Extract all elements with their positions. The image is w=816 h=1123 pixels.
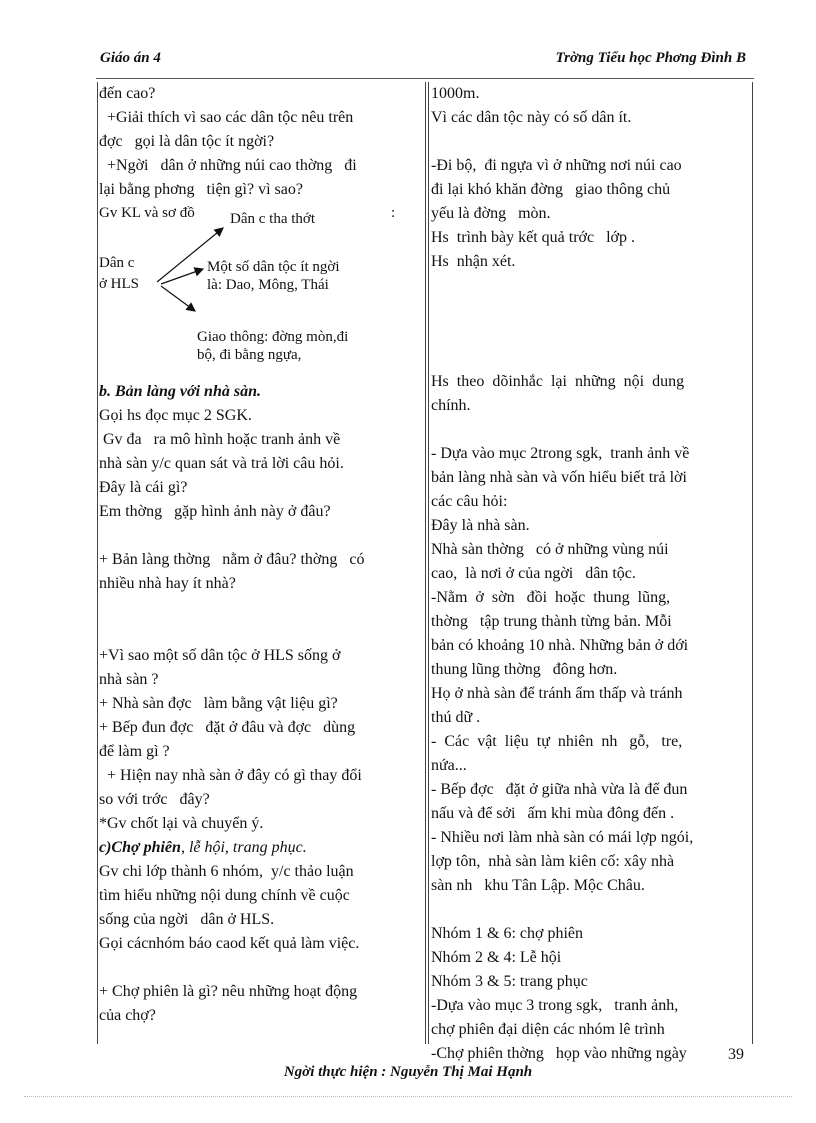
text-line: Vì các dân tộc này có số dân ít. [431, 109, 632, 126]
text-line: Nhóm 2 & 4: Lễ hội [431, 949, 562, 966]
text-line: +Giải thích vì sao các dân tộc nêu trên [99, 109, 354, 126]
text-line: chính. [431, 397, 471, 414]
text-line: nứa... [431, 757, 467, 774]
spacer [99, 620, 419, 644]
text-line: *Gv chốt lại và chuyển ý. [99, 815, 264, 832]
diagram-gv-kl: Gv KL và sơ đồ [99, 205, 195, 221]
text-line: Nhà sàn thờng có ở những vùng núi [431, 541, 669, 558]
concept-diagram [99, 202, 419, 380]
section-heading-c [99, 836, 419, 860]
text-line: Gv đa ra mô hình hoặc tranh ảnh về [99, 431, 341, 448]
text-line: - Bếp đợc đặt ở giữa nhà vừa là để đun [431, 781, 688, 798]
text-line: + Bản làng thờng nằm ở đâu? thờng có [99, 551, 365, 568]
header-title: Giáo án 4 [100, 50, 161, 66]
text-line: Đây là nhà sàn. [431, 517, 530, 534]
diagram-box-ethnic-2: là: Dao, Mông, Thái [207, 277, 329, 293]
spacer [431, 346, 749, 370]
spacer [431, 298, 749, 322]
diagram-box-ethnic-1: Một số dân tộc ít ngời [207, 259, 340, 275]
text-line: -Đi bộ, đi ngựa vì ở những nơi núi cao [431, 157, 682, 174]
text-line: 1000m. [431, 85, 480, 102]
text-line: + Chợ phiên là gì? nêu những hoạt động [99, 983, 358, 1000]
text-line: chợ phiên đại diện các nhóm lê trình [431, 1021, 665, 1038]
teacher-column [99, 82, 419, 1028]
text-line: Em thờng gặp hình ảnh này ở đâu? [99, 503, 331, 520]
spacer [431, 898, 749, 922]
text-line: Gv chi lớp thành 6 nhóm, y/c thảo luận [99, 863, 354, 880]
text-line: lại bằng phơng tiện gì? vì sao? [99, 181, 303, 198]
text-line: để làm gì ? [99, 743, 170, 760]
arrow-mid [161, 269, 203, 284]
text-line: bản có khoảng 10 nhà. Những bản ở dới [431, 637, 689, 654]
text-line: Hs trình bày kết quả trớc lớp . [431, 229, 635, 246]
spacer [99, 524, 419, 548]
diagram-box-transport-2: bộ, đi bằng ngựa, [197, 347, 302, 363]
footer-dotted-rule [24, 1096, 792, 1097]
text-line: +Ngời dân ở những núi cao thờng đi [99, 157, 357, 174]
spacer [99, 956, 419, 980]
text-line: sống của ngời dân ở HLS. [99, 911, 275, 928]
text-line: các câu hỏi: [431, 493, 508, 510]
text-line: Nhóm 3 & 5: trang phục [431, 973, 588, 990]
diagram-colon: : [391, 205, 396, 221]
arrow-down [161, 286, 195, 311]
text-line: bản làng nhà sàn và vốn hiểu biết trả lời [431, 469, 687, 486]
text-line: của chợ? [99, 1007, 156, 1024]
table-border-left [97, 82, 98, 1044]
table-divider-2 [428, 82, 429, 1044]
header-school: Trờng Tiểu học Phơng Đình B [555, 50, 746, 66]
student-column [431, 82, 749, 1066]
spacer [99, 596, 419, 620]
text-line: đợc gọi là dân tộc ít ngời? [99, 133, 275, 150]
text-line: sàn nh khu Tân Lập. Mộc Châu. [431, 877, 645, 894]
table-divider [425, 82, 426, 1044]
text-line: + Hiện nay nhà sàn ở đây có gì thay đổi [99, 767, 362, 784]
text-line: nhiều nhà hay ít nhà? [99, 575, 236, 592]
text-line: thờng tập trung thành từng bản. Mỗi [431, 613, 672, 630]
text-line: Hs theo dõinhắc lại những nội dung [431, 373, 685, 390]
text-line: - Nhiều nơi làm nhà sàn có mái lợp ngói, [431, 829, 694, 846]
text-line: +Vì sao một số dân tộc ở HLS sống ở [99, 647, 341, 664]
page-header [96, 46, 752, 68]
header-rule [96, 78, 754, 79]
text-line: Họ ở nhà sàn để tránh ẩm thấp và tránh [431, 685, 683, 702]
spacer [431, 418, 749, 442]
table-border-right [752, 82, 753, 1044]
text-line: + Nhà sàn đợc làm bằng vật liệu gì? [99, 695, 338, 712]
text-line: đi lại khó khăn đờng giao thông chủ [431, 181, 671, 198]
text-line: -Dựa vào mục 3 trong sgk, tranh ảnh, [431, 997, 679, 1014]
text-line: Hs nhận xét. [431, 253, 516, 270]
text-line: đến cao? [99, 85, 156, 102]
text-line: -Nằm ở sờn đồi hoặc thung lũng, [431, 589, 671, 606]
spacer [431, 274, 749, 298]
text-line: nấu và để sởi ấm khi mùa đông đến . [431, 805, 675, 822]
text-line: Đây là cái gì? [99, 479, 188, 496]
text-line: yếu là đờng mòn. [431, 205, 551, 222]
page-number: 39 [728, 1046, 744, 1063]
text-line: Gọi hs đọc mục 2 SGK. [99, 407, 252, 424]
page-footer: Ngời thực hiện : Nguyễn Thị Mai Hạnh [283, 1064, 533, 1080]
text-line: - Dựa vào mục 2trong sgk, tranh ảnh về [431, 445, 690, 462]
text-line: - Các vật liệu tự nhiên nh gỗ, tre, [431, 733, 683, 750]
section-c-rest: , lễ hội, trang phục. [180, 839, 307, 856]
text-line: -Chợ phiên thờng họp vào những ngày [431, 1045, 687, 1062]
text-line: cao, là nơi ở của ngời dân tộc. [431, 565, 636, 582]
diagram-dan-c: Dân c [99, 255, 135, 271]
diagram-box-population: Dân c tha thớt [230, 211, 315, 227]
section-heading-b: b. Bản làng với nhà sàn. [99, 383, 261, 400]
diagram-o-hls: ở HLS [99, 276, 140, 292]
text-line: tìm hiểu những nội dung chính về cuộc [99, 887, 350, 904]
text-line: Nhóm 1 & 6: chợ phiên [431, 925, 583, 942]
spacer [431, 130, 749, 154]
spacer [431, 322, 749, 346]
text-line: nhà sàn ? [99, 671, 159, 688]
text-line: lợp tôn, nhà sàn làm kiên cố: xây nhà [431, 853, 675, 870]
text-line: so với trớc đây? [99, 791, 210, 808]
diagram-box-transport-1: Giao thông: đờng mòn,đi [197, 329, 349, 345]
text-line: nhà sàn y/c quan sát và trả lời câu hỏi. [99, 455, 344, 472]
text-line: + Bếp đun đợc đặt ở đâu và đợc dùng [99, 719, 356, 736]
section-c-bold: c)Chợ phiên [99, 839, 181, 856]
text-line: thú dữ . [431, 709, 481, 726]
text-line: thung lũng thờng đông hơn. [431, 661, 618, 678]
text-line: Gọi cácnhóm báo caod kết quả làm việc. [99, 935, 360, 952]
